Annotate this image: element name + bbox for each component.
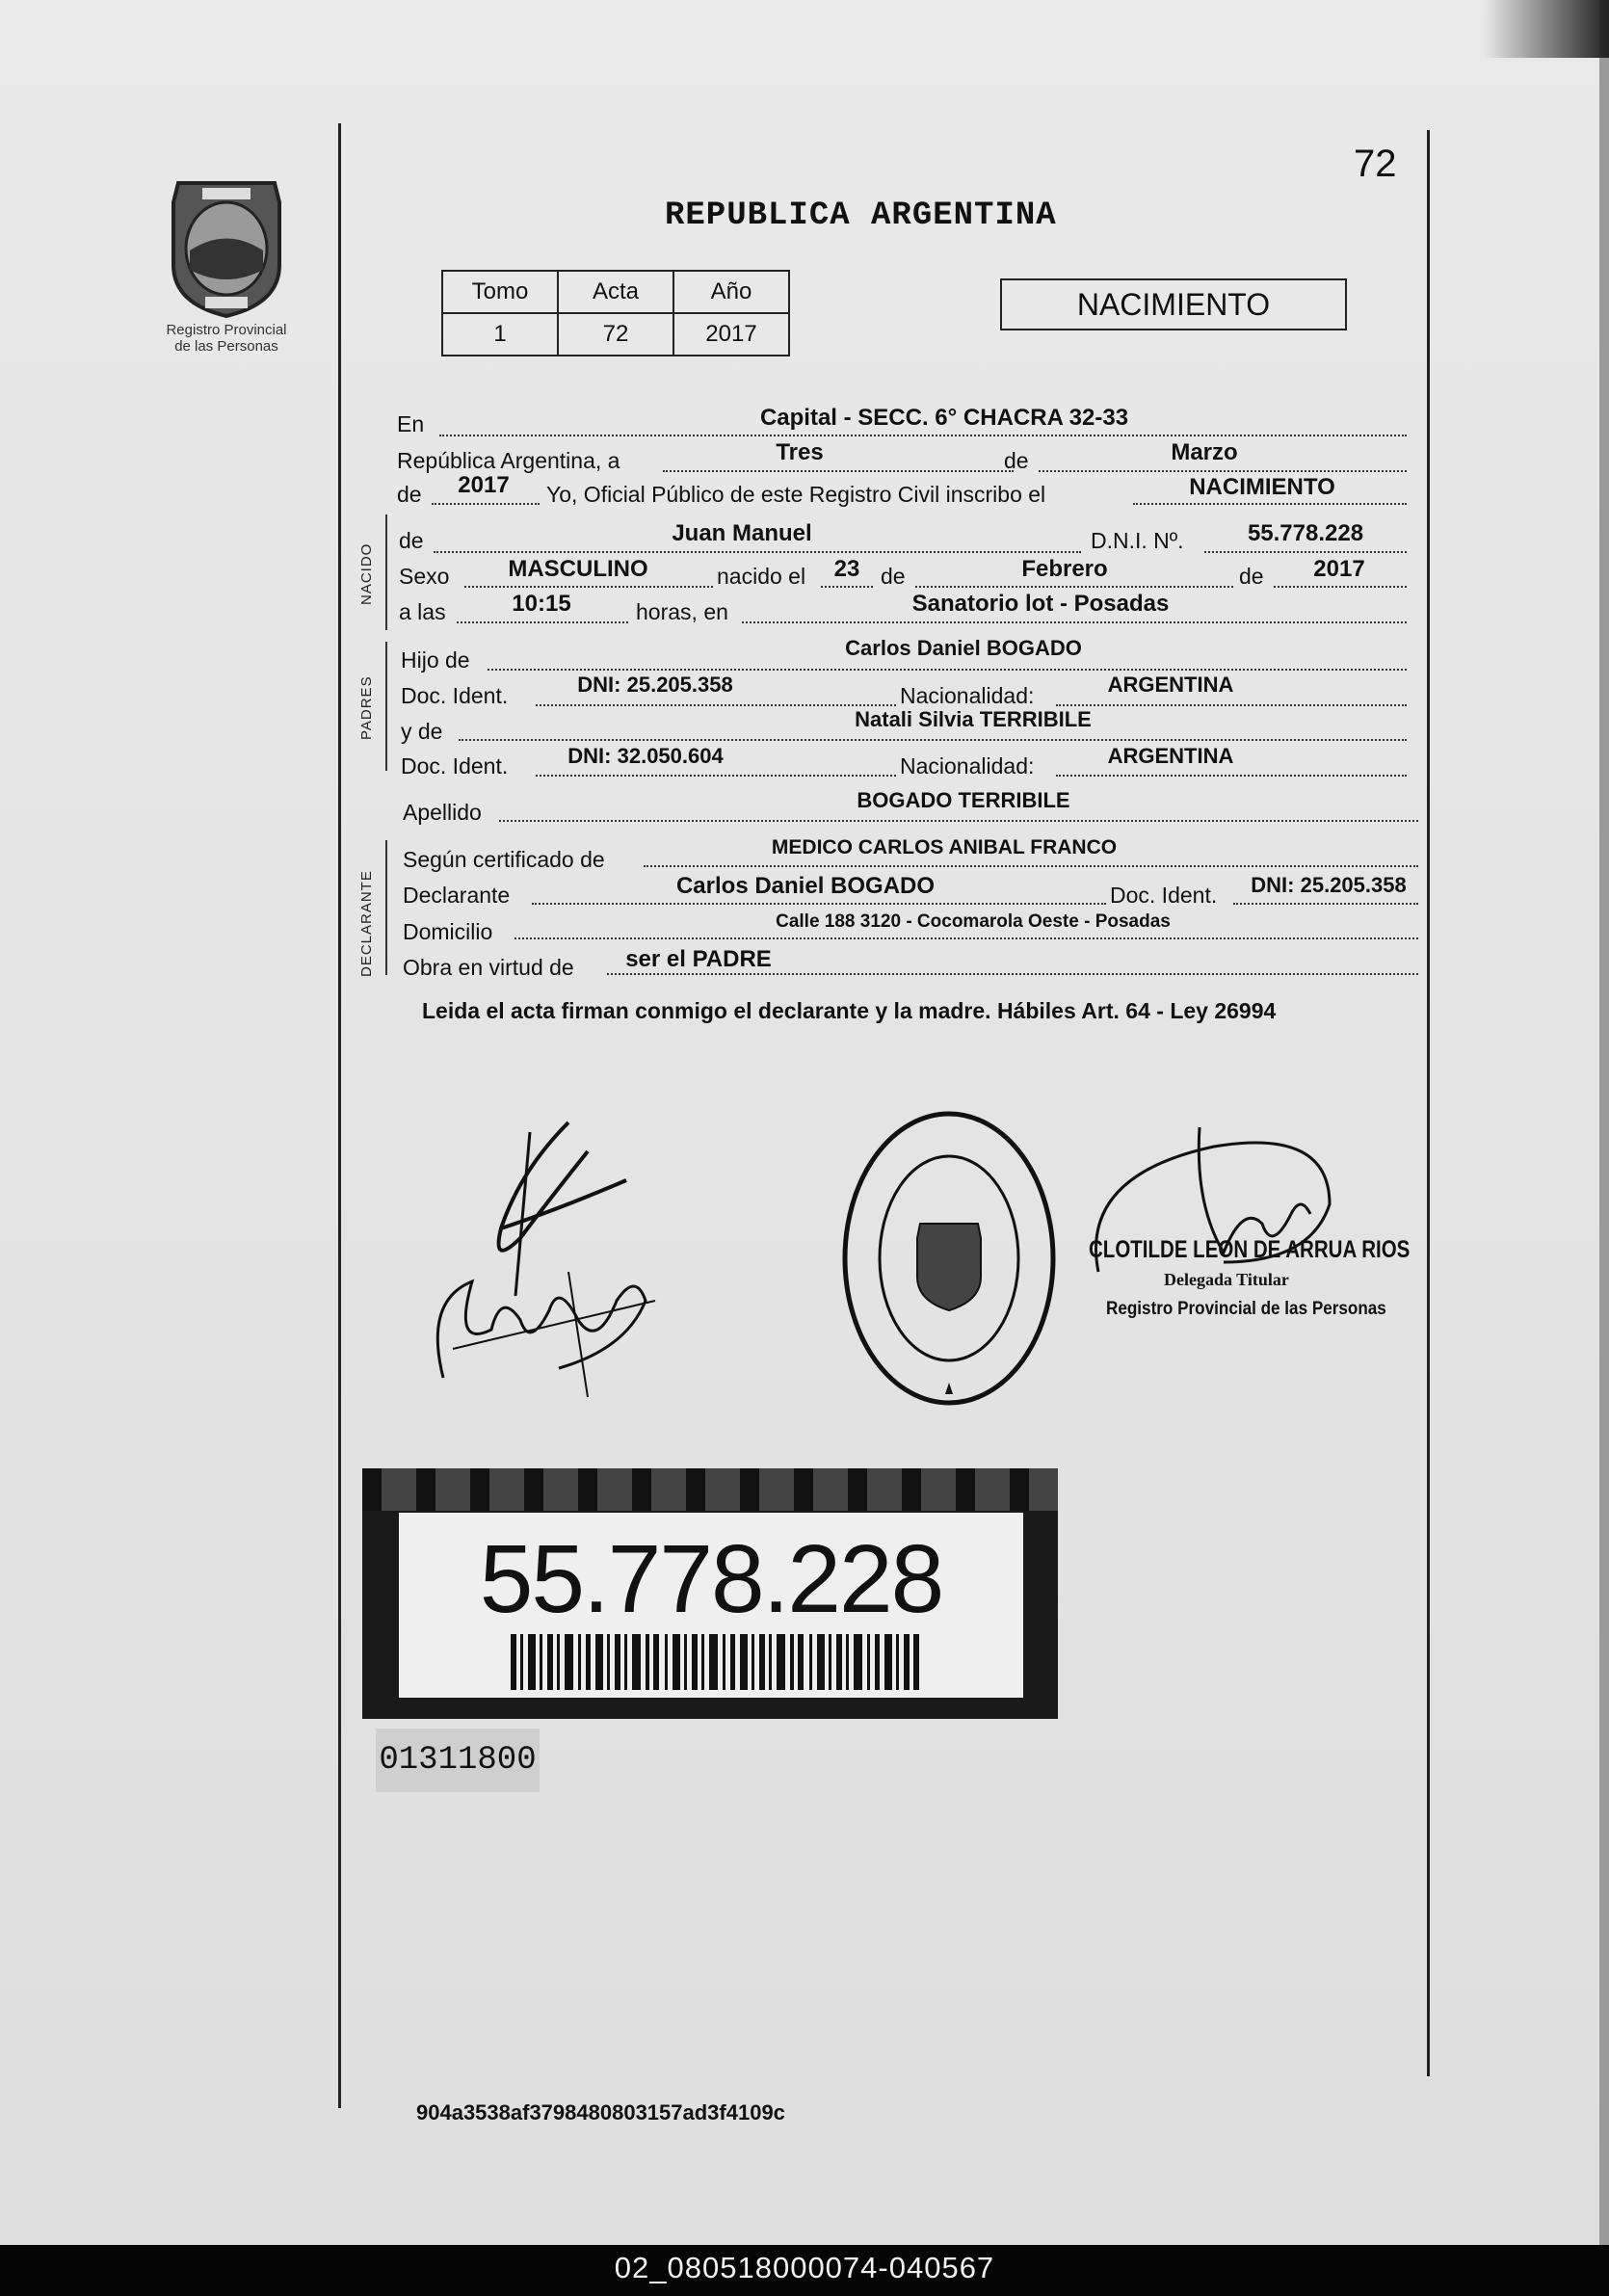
id-barcode-label <box>362 1468 1058 1719</box>
fill-dia-nac <box>821 586 873 588</box>
value-lugar-nac: Sanatorio lot - Posadas <box>911 591 1170 617</box>
label-hijo-de: Hijo de <box>401 647 470 673</box>
value-inscripcion: NACIMIENTO <box>1189 474 1335 500</box>
label-a-las: a las <box>399 599 446 624</box>
fill-certificado <box>644 865 1418 867</box>
value-nombre: Juan Manuel <box>672 520 812 546</box>
table-value-ano: 2017 <box>673 313 789 356</box>
fill-padre-doc <box>536 704 896 706</box>
fill-madre-nac <box>1056 775 1407 777</box>
fill-lugar-nac <box>742 621 1407 623</box>
fill-padre <box>488 669 1407 671</box>
register-table <box>441 270 790 356</box>
provincial-seal-logo <box>159 173 294 318</box>
value-ano: 2017 <box>458 472 510 498</box>
side-label-padres: PADRES <box>358 675 375 740</box>
fill-ano <box>432 503 540 505</box>
value-lugar: Capital - SECC. 6° CHACRA 32-33 <box>759 405 1129 431</box>
nacido-bracket <box>385 515 387 630</box>
label-en: En <box>397 411 425 436</box>
value-mes-nac: Febrero <box>1021 556 1108 582</box>
fill-sexo <box>464 586 713 588</box>
label-de-year: de <box>397 482 422 507</box>
fill-obra <box>607 973 1418 975</box>
value-madre: Natali Silvia TERRIBILE <box>855 707 1092 731</box>
value-sexo: MASCULINO <box>508 556 648 582</box>
signature-declarant <box>414 1243 665 1407</box>
value-madre-doc: DNI: 32.050.604 <box>567 744 724 768</box>
fill-declarante-doc <box>1233 903 1418 905</box>
left-margin-line <box>338 123 341 2108</box>
label-dni: D.N.I. Nº. <box>1091 528 1184 553</box>
label-y-de: y de <box>401 719 443 744</box>
label-de: de <box>1004 448 1029 473</box>
fill-apellido <box>499 820 1418 822</box>
value-padre: Carlos Daniel BOGADO <box>845 636 1082 660</box>
document-hash: 904a3538af3798480803157ad3f4109c <box>416 2100 785 2124</box>
fill-ano-nac <box>1274 586 1407 588</box>
record-type-box: NACIMIENTO <box>1000 278 1347 330</box>
right-margin-line <box>1427 130 1430 2076</box>
fill-mes-nac <box>915 586 1233 588</box>
label-de-ano: de <box>1239 564 1264 589</box>
fill-dni <box>1204 551 1407 553</box>
official-title: Delegada Titular <box>1164 1270 1289 1289</box>
fill-inscripcion <box>1133 503 1407 505</box>
label-apellido: Apellido <box>403 800 482 825</box>
label-obra: Obra en virtud de <box>403 955 574 980</box>
fill-dia <box>663 470 1014 472</box>
value-dia: Tres <box>776 439 824 465</box>
padres-bracket <box>385 642 387 771</box>
label-horas-en: horas, en <box>636 599 728 624</box>
label-segun: Según certificado de <box>403 847 605 872</box>
label-republica: República Argentina, a <box>397 448 620 473</box>
official-office: Registro Provincial de las Personas <box>1106 1299 1386 1319</box>
table-header-tomo: Tomo <box>442 271 558 313</box>
label-nacionalidad-padre: Nacionalidad: <box>900 683 1035 708</box>
value-padre-nac: ARGENTINA <box>1107 673 1234 697</box>
value-dni: 55.778.228 <box>1247 520 1364 546</box>
logo-caption-line2: de las Personas <box>174 338 278 355</box>
fill-declarante <box>532 903 1106 905</box>
label-domicilio: Domicilio <box>403 919 493 944</box>
label-doc-ident-madre: Doc. Ident. <box>401 753 509 779</box>
country-heading: REPUBLICA ARGENTINA <box>665 198 1057 234</box>
label-nacionalidad-madre: Nacionalidad: <box>900 753 1035 779</box>
side-label-nacido: NACIDO <box>358 542 375 605</box>
barcode-panel <box>399 1513 1023 1698</box>
registry-stamp <box>838 1108 1060 1409</box>
value-mes: Marzo <box>1171 439 1238 465</box>
fill-lugar <box>439 435 1407 436</box>
value-certificado: MEDICO CARLOS ANIBAL FRANCO <box>771 836 1118 858</box>
official-name: CLOTILDE LEON DE ARRUA RIOS <box>1089 1236 1411 1263</box>
logo-caption-line1: Registro Provincial <box>166 322 287 338</box>
value-hora: 10:15 <box>512 591 571 617</box>
value-dia-nac: 23 <box>833 556 860 582</box>
scan-footer-code: 02_080518000074-040567 <box>614 2251 995 2284</box>
serial-number: 01311800 <box>376 1729 540 1792</box>
value-declarante: Carlos Daniel BOGADO <box>675 873 936 899</box>
label-de-name: de <box>399 528 424 553</box>
value-obra: ser el PADRE <box>625 946 772 972</box>
table-value-tomo: 1 <box>442 313 558 356</box>
value-madre-nac: ARGENTINA <box>1107 744 1234 768</box>
legal-text: Leida el acta firman conmigo el declarante y la madre. Hábiles Art. 64 - Ley 26994 <box>422 998 1277 1023</box>
side-label-declarante: DECLARANTE <box>358 870 375 977</box>
declarante-bracket <box>385 840 387 975</box>
value-padre-doc: DNI: 25.205.358 <box>577 673 733 697</box>
page-corner-shadow <box>1484 0 1609 58</box>
table-value-acta: 72 <box>558 313 673 356</box>
label-doc-ident-padre: Doc. Ident. <box>401 683 509 708</box>
table-header-acta: Acta <box>558 271 673 313</box>
fill-mes <box>1039 470 1407 472</box>
barcode-pattern-strip <box>362 1468 1058 1511</box>
barcode-bars <box>511 1634 919 1690</box>
value-apellido: BOGADO TERRIBILE <box>857 788 1070 812</box>
fill-padre-nac <box>1056 704 1407 706</box>
fill-nombre <box>434 551 1081 553</box>
label-declarante: Declarante <box>403 883 511 908</box>
fill-madre <box>459 739 1407 741</box>
label-oficial: Yo, Oficial Público de este Registro Civil inscribo el <box>546 482 1046 507</box>
barcode-number: 55.778.228 <box>479 1525 943 1633</box>
label-doc-ident-declarante: Doc. Ident. <box>1110 883 1218 908</box>
fill-hora <box>457 621 628 623</box>
fill-domicilio <box>514 937 1418 939</box>
value-domicilio: Calle 188 3120 - Cocomarola Oeste - Posadas <box>776 911 1171 932</box>
label-sexo: Sexo <box>399 564 450 589</box>
label-nacido-el: nacido el <box>717 564 806 589</box>
logo-caption <box>145 322 308 355</box>
page-number: 72 <box>1354 143 1397 185</box>
label-de-mes: de <box>881 564 906 589</box>
value-ano-nac: 2017 <box>1313 556 1365 582</box>
fill-madre-doc <box>536 775 896 777</box>
value-declarante-doc: DNI: 25.205.358 <box>1251 873 1407 897</box>
table-header-ano: Año <box>673 271 789 313</box>
